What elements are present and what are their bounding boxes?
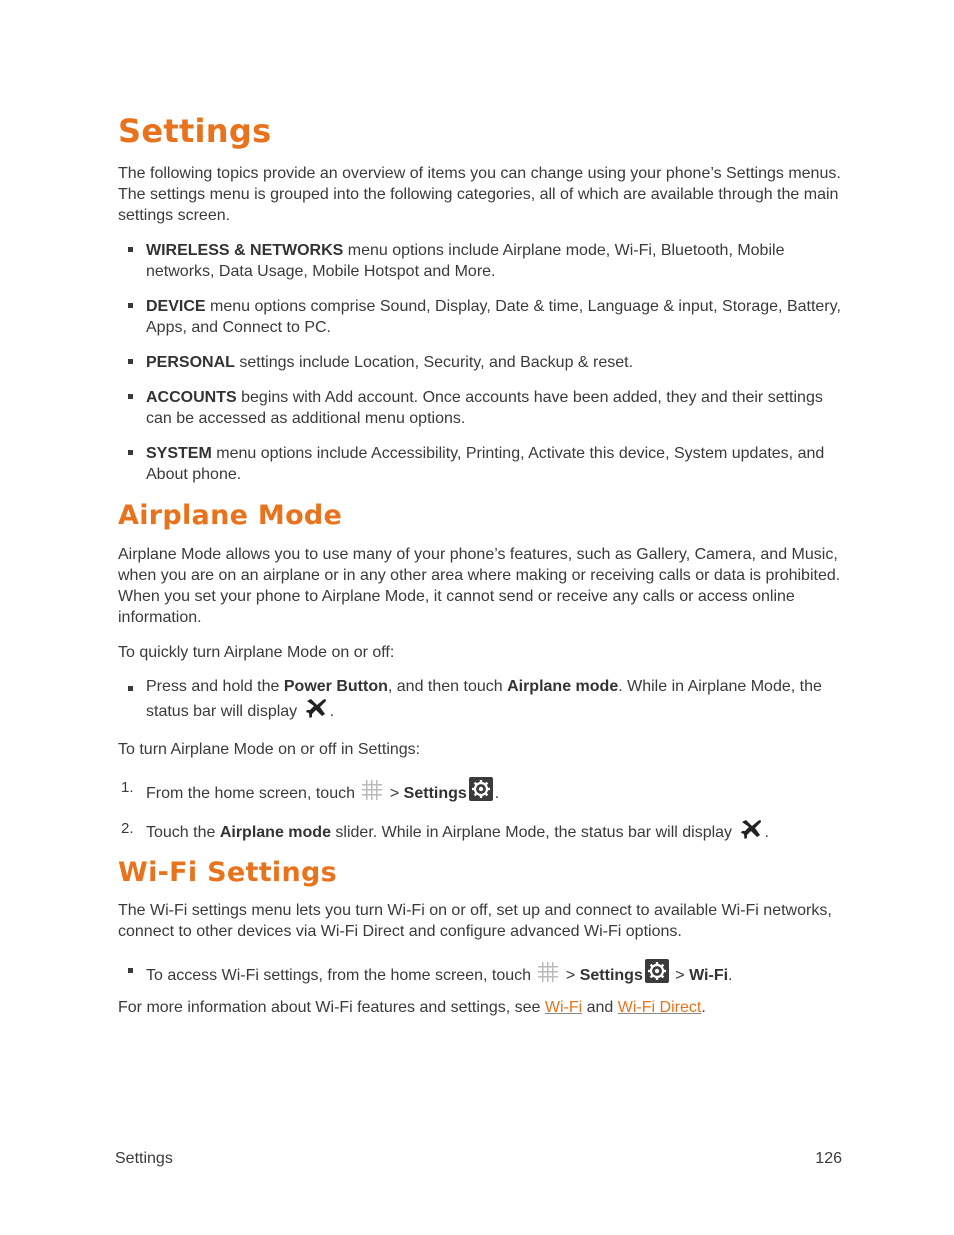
list-item <box>118 777 844 807</box>
text-span: To access Wi-Fi settings, from the home screen, touch <box>146 967 536 984</box>
airplane-icon <box>304 697 328 725</box>
footer-section-name: Settings <box>115 1150 173 1167</box>
text-span: , and then touch <box>387 678 508 695</box>
text-span: . While in Airplane Mode, the status bar will display <box>146 678 822 720</box>
settings-label: Settings <box>579 967 643 984</box>
airplane-mode-label: Airplane mode <box>507 678 619 695</box>
list-item <box>118 677 844 725</box>
bullet-marker <box>128 303 133 308</box>
bullet-marker <box>128 394 133 399</box>
wifi-more-info <box>118 997 844 1018</box>
category-text: menu options comprise Sound, Display, Date & time, Language & input, Storage, Battery, Apps, and Connect to PC. <box>146 298 841 336</box>
list-item <box>118 443 844 485</box>
gear-icon <box>645 959 669 989</box>
category-label: ACCOUNTS <box>146 389 237 406</box>
text-span: > <box>385 785 404 802</box>
category-label: SYSTEM <box>146 445 212 462</box>
text-span: Press and hold the <box>146 678 284 695</box>
page-title: Settings <box>118 112 272 150</box>
text-span: > <box>561 967 580 984</box>
wifi-direct-link[interactable]: Wi-Fi Direct <box>617 999 702 1016</box>
airplane-quick-intro: To quickly turn Airplane Mode on or off: <box>118 644 395 661</box>
text-span: > <box>670 967 690 984</box>
airplane-paragraph: Airplane Mode allows you to use many of your phone’s features, such as Gallery, Camera, and Music, when you are on an airplane or in any other area where making or receiving calls or data is prohibited. When you set your phone to Airplane Mode, it cannot send or receive any calls or access online information. <box>118 546 841 626</box>
power-button-label: Power Button <box>283 678 388 695</box>
text-span: . <box>764 824 769 841</box>
category-text: begins with Add account. Once accounts have been added, they and their settings can be accessed as additional menu options. <box>146 389 823 427</box>
section-heading-airplane: Airplane Mode <box>118 500 343 531</box>
category-text: menu options include Airplane mode, Wi-Fi, Bluetooth, Mobile networks, Data Usage, Mobile Hotspot and More. <box>146 242 785 280</box>
category-label: DEVICE <box>146 298 206 315</box>
bullet-marker <box>128 359 133 364</box>
list-item <box>118 352 844 373</box>
text-span: . <box>728 967 733 984</box>
bullet-marker <box>128 686 133 691</box>
wifi-label: Wi-Fi <box>689 967 729 984</box>
text-span: Touch the <box>146 824 220 841</box>
text-span: and <box>582 999 618 1016</box>
category-text: settings include Location, Security, and Backup & reset. <box>234 354 634 371</box>
list-item <box>118 818 844 846</box>
category-label: WIRELESS & NETWORKS <box>146 242 344 259</box>
text-span: . <box>329 703 335 720</box>
text-span: . <box>494 785 500 802</box>
text-span: From the home screen, touch <box>146 785 360 802</box>
airplane-icon <box>739 818 763 846</box>
text-span: For more information about Wi-Fi features and settings, see <box>118 999 545 1016</box>
wifi-link[interactable]: Wi-Fi <box>544 999 583 1016</box>
list-item <box>118 240 844 282</box>
apps-grid-icon <box>537 961 559 989</box>
text-span: . <box>701 999 706 1016</box>
category-label: PERSONAL <box>146 354 235 371</box>
text-span: slider. While in Airplane Mode, the status bar will display <box>330 824 737 841</box>
footer-page-number: 126 <box>815 1150 842 1167</box>
list-item <box>118 959 844 989</box>
bullet-marker <box>128 247 133 252</box>
section-heading-wifi: Wi-Fi Settings <box>118 857 337 888</box>
step-number: 1. <box>121 779 134 796</box>
airplane-settings-intro: To turn Airplane Mode on or off in Settings: <box>118 741 421 758</box>
bullet-marker <box>128 450 133 455</box>
wifi-paragraph: The Wi-Fi settings menu lets you turn Wi-Fi on or off, set up and connect to available Wi-Fi networks, connect to other devices via Wi-Fi Direct and configure advanced Wi-Fi options. <box>118 902 832 940</box>
settings-label: Settings <box>403 785 467 802</box>
bullet-marker <box>128 968 133 973</box>
list-item <box>118 387 844 429</box>
airplane-mode-label: Airplane mode <box>219 824 331 841</box>
list-item <box>118 296 844 338</box>
intro-paragraph: The following topics provide an overview of items you can change using your phone’s Settings menus. The settings menu is grouped into the following categories, all of which are available through the main settings screen. <box>118 165 841 224</box>
category-text: menu options include Accessibility, Printing, Activate this device, System updates, and About phone. <box>146 445 825 483</box>
step-number: 2. <box>121 820 134 837</box>
apps-grid-icon <box>361 779 383 807</box>
gear-icon <box>469 777 493 807</box>
